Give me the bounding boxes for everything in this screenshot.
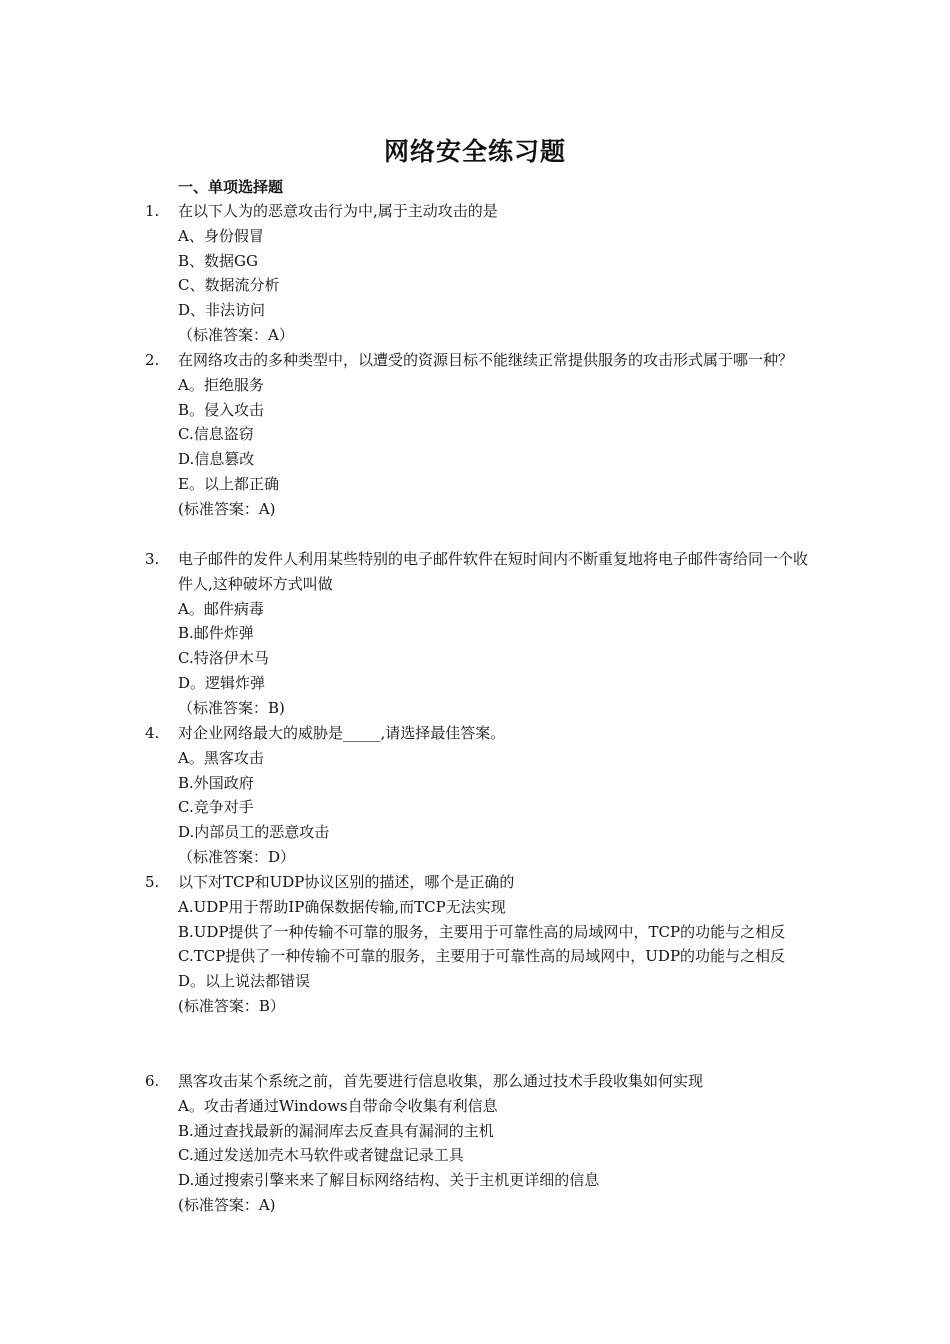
question-6: [145, 1069, 815, 1218]
answer-key: (标准答案：A): [178, 1195, 276, 1214]
question-4: [145, 721, 815, 870]
document-title: 网络安全练习题: [383, 137, 566, 166]
question-number: 6.: [145, 1072, 160, 1090]
answer-key: （标准答案：D）: [178, 847, 296, 866]
option-c: C.TCP提供了一种传输不可靠的服务，主要用于可靠性高的局域网中，UDP的功能与之相反: [178, 947, 786, 966]
question-stem: 对企业网络最大的威胁是_____,请选择最佳答案。: [178, 724, 506, 742]
option-b: B.外国政府: [178, 773, 254, 792]
option-a: A。攻击者通过Windows自带命令收集有利信息: [178, 1096, 498, 1115]
option-c: C.通过发送加壳木马软件或者键盘记录工具: [178, 1146, 464, 1165]
option-a: A.UDP用于帮助IP确保数据传输,而TCP无法实现: [178, 897, 506, 916]
question-stem: 以下对TCP和UDP协议区别的描述，哪个是正确的: [178, 873, 515, 891]
option-b: B.UDP提供了一种传输不可靠的服务，主要用于可靠性高的局域网中，TCP的功能与之相反: [178, 922, 786, 941]
option-a: A。邮件病毒: [178, 599, 264, 618]
question-3: [145, 547, 815, 721]
question-number: 4.: [145, 724, 160, 742]
question-stem: 在网络攻击的多种类型中，以遭受的资源目标不能继续正常提供服务的攻击形式属于哪一种？: [178, 351, 794, 369]
option-c: C.特洛伊木马: [178, 649, 269, 668]
option-b: B.邮件炸弹: [178, 624, 254, 643]
section-heading: 一、单项选择题: [178, 178, 284, 196]
question-stem: 在以下人为的恶意攻击行为中,属于主动攻击的是: [178, 202, 498, 220]
answer-key: （标准答案：B): [178, 698, 285, 717]
option-c: C、数据流分析: [178, 276, 280, 295]
option-e: E。以上都正确: [178, 474, 279, 493]
option-b: B.通过查找最新的漏洞库去反查具有漏洞的主机: [178, 1121, 494, 1140]
question-stem: 黑客攻击某个系统之前，首先要进行信息收集，那么通过技术手段收集如何实现: [178, 1072, 704, 1090]
option-a: A、身份假冒: [178, 226, 264, 245]
option-d: D.通过搜索引擎来来了解目标网络结构、关于主机更详细的信息: [178, 1171, 600, 1190]
option-d: D.信息篡改: [178, 450, 255, 469]
question-number: 2.: [145, 351, 160, 369]
option-a: A。拒绝服务: [178, 375, 264, 394]
option-d: D。以上说法都错误: [178, 972, 311, 991]
question-stem: 电子邮件的发件人利用某些特别的电子邮件软件在短时间内不断重复地将电子邮件寄给同一个收件人,这种破坏方式叫做: [178, 550, 809, 593]
question-5: [145, 870, 815, 1019]
option-b: B、数据GG: [178, 251, 258, 270]
option-d: D.内部员工的恶意攻击: [178, 823, 330, 842]
option-b: B。侵入攻击: [178, 400, 265, 419]
question-number: 1.: [145, 202, 160, 220]
option-d: D、非法访问: [178, 301, 266, 320]
question-1: [145, 199, 815, 348]
answer-key: (标准答案：B）: [178, 996, 285, 1015]
question-number: 5.: [145, 873, 160, 891]
option-a: A。黑客攻击: [178, 748, 264, 767]
option-c: C.竞争对手: [178, 798, 254, 817]
answer-key: （标准答案：A）: [178, 325, 294, 344]
question-number: 3.: [145, 550, 160, 568]
question-2: [145, 348, 815, 522]
option-d: D。逻辑炸弹: [178, 673, 266, 692]
option-c: C.信息盗窃: [178, 425, 254, 444]
answer-key: (标准答案：A): [178, 499, 276, 518]
